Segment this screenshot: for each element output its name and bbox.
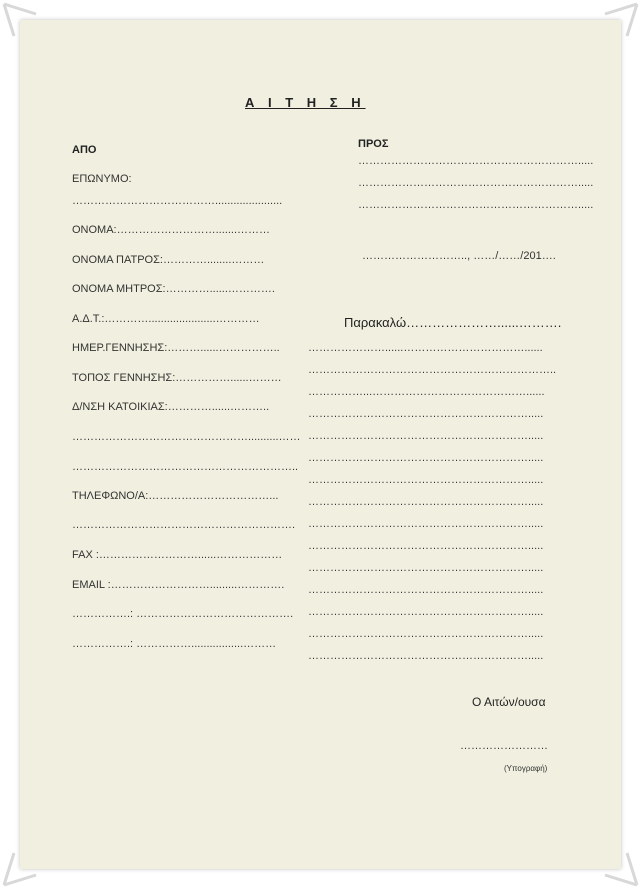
- recipient-line-3: …………………………………………………….....: [358, 199, 594, 211]
- address-line-3: ……………………………………………………..: [72, 461, 299, 473]
- id-card-field: Α.Δ.Τ.:…………......................…………: [72, 313, 260, 325]
- phone-line-2: …………………………………………………….: [72, 519, 296, 531]
- request-line: …………………………………………………….....: [308, 540, 544, 552]
- request-line: …………………………………………………….....: [308, 452, 544, 464]
- recipient-line-2: …………………………………………………….....: [358, 177, 594, 189]
- request-line: …………………………………………………….....: [308, 474, 544, 486]
- place-date-line: ……………………….., ……/……/201….: [362, 250, 556, 262]
- to-header: ΠΡΟΣ: [358, 138, 389, 150]
- request-label: Παρακαλώ…………………......……….: [344, 315, 562, 330]
- from-header: ΑΠΟ: [72, 144, 97, 156]
- father-name-field: ΟΝΟΜΑ ΠΑΤΡΟΣ:…………........………: [72, 254, 265, 266]
- phone-field: ΤΗΛΕΦΩΝΟ/Α:……………………………...: [72, 490, 279, 502]
- applicant-label: Ο Αιτών/ουσα: [472, 695, 546, 709]
- signature-line: ……………………: [460, 740, 548, 752]
- extra-field-1: …………….: …………………………………….: [72, 608, 294, 620]
- birth-place-field: ΤΟΠΟΣ ΓΕΝΝΗΣΗΣ:……………......………: [72, 372, 282, 384]
- request-line: …………………………………………………….....: [308, 584, 544, 596]
- first-name-field: ΟΝΟΜΑ:……………………….......………: [72, 224, 271, 236]
- surname-line: …………………………………......................: [72, 195, 283, 207]
- address-field: Δ/ΝΣΗ ΚΑΤΟΙΚΙΑΣ:…………......………..: [72, 401, 270, 413]
- signature-caption: (Υπογραφή): [504, 764, 548, 773]
- recipient-line-1: …………………………………………………….....: [358, 155, 594, 167]
- form-title: Α Ι Τ Η Σ Η: [245, 95, 366, 110]
- request-line: …………………………………………………….....: [308, 562, 544, 574]
- address-line-2: …………………………………………..........……: [72, 431, 301, 443]
- birth-date-field: ΗΜΕΡ.ΓΕΝΝΗΣΗΣ:………......……………..: [72, 342, 280, 354]
- request-line: …………………………………………………….....: [308, 408, 544, 420]
- request-line: …………………………………………………….....: [308, 606, 544, 618]
- request-line: …………………………………………………………..: [308, 364, 557, 376]
- mother-name-field: ΟΝΟΜΑ ΜΗΤΡΟΣ:…………......………….: [72, 283, 275, 295]
- request-line: …………………………………………………….....: [308, 628, 544, 640]
- request-line: …………………………………………………….....: [308, 518, 544, 530]
- request-line: …………………………………………………….....: [308, 650, 544, 662]
- request-line: …………………......……………………………......: [308, 342, 543, 354]
- extra-field-2: …………….: …………….................………: [72, 638, 277, 650]
- email-field: EMAIL :……………………….........………….: [72, 579, 285, 591]
- request-line: ……………...……………………………………......: [308, 386, 545, 398]
- fax-field: FAX :………………………......………………: [72, 549, 283, 561]
- request-line: …………………………………………………….....: [308, 430, 544, 442]
- surname-field: ΕΠΩΝΥΜΟ:: [72, 173, 132, 185]
- request-line: …………………………………………………….....: [308, 496, 544, 508]
